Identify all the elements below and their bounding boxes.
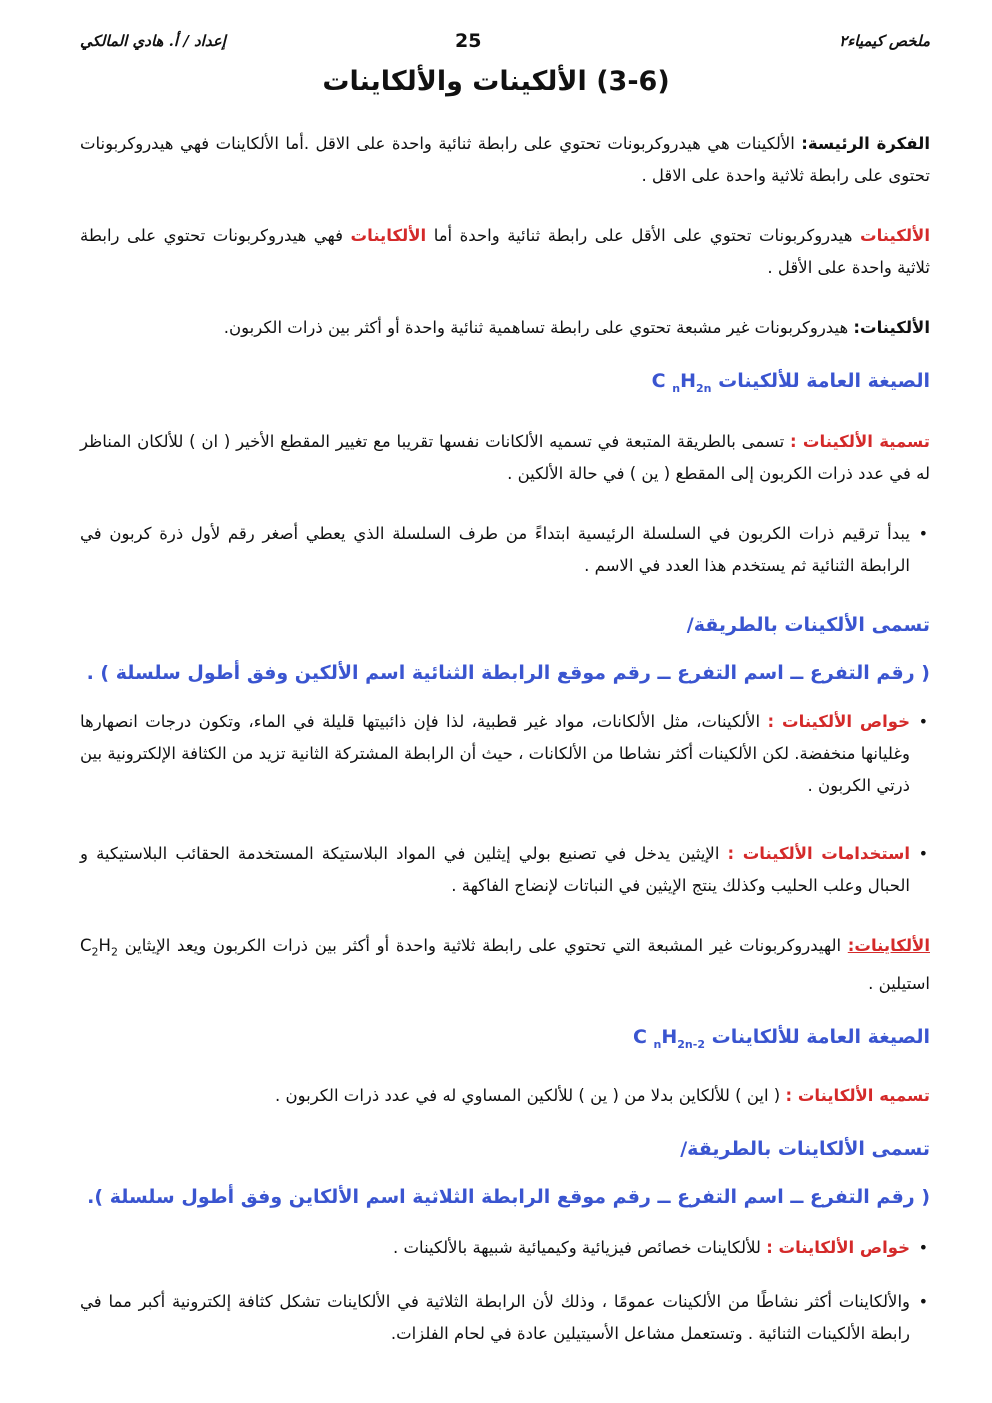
definition-end: فهي هيدروكربونات تحتوي على رابطة ثلاثية واحدة على الأقل . [80, 226, 930, 277]
alkyne-reactivity-bullet: • والألكاينات أكثر نشاطًا من الألكينات عمومًا ، وذلك لأن الرابطة الثلاثية في الألكاينات تشكل كثافة إلكترونية أكبر مما في رابطة الألكينات الثنائية . وتستعمل مشاعل الأسيتيلين عادة في لحام الفلزات. [80, 1286, 930, 1350]
ethyne-formula [80, 936, 118, 959]
alkene-general-formula [80, 370, 930, 395]
formula-2n: 2n [695, 381, 712, 395]
alkene-naming-label: تسمية الألكينات : [790, 432, 930, 451]
main-idea-text: الألكينات هي هيدروكربونات تحتوي على رابطة ثنائية واحدة على الاقل .أما الألكاينات فهي هيدروكربونات تحتوى على رابطة ثلاثية واحدة على الاقل . [80, 134, 930, 185]
alkene-uses-label: استخدامات الألكينات : [727, 844, 910, 863]
main-idea [80, 128, 930, 192]
alkene-uses-text: الإيثين يدخل في تصنيع بولي إيثلين في المواد البلاستيكة المستخدمة الحقائب البلاستيكية و الحبال وعلب الحليب وكذلك ينتج الإيثين في النباتات لإنضاج الفاكهة . [80, 844, 910, 895]
header-subject: ملخص كيمياء٢ [839, 32, 930, 50]
alkyne-method-heading: تسمى الألكاينات بالطريقة/ [680, 1138, 930, 1160]
alkyne-formula [620, 1026, 705, 1051]
alkyne-method-rule: ( رقم التفرع ــ اسم التفرع ــ رقم موقع الرابطة الثلاثية اسم الألكاين وفق أطول سلسلة ). [87, 1186, 930, 1208]
alkyne-props-text: للألكاينات خصائص فيزيائية وكيميائية شبيهة بالألكينات . [393, 1238, 767, 1257]
alkyne-formula-sub: 2n-2 [677, 1037, 705, 1051]
alkene-method-rule: ( رقم التفرع ــ اسم التفرع ــ رقم موقع الرابطة الثنائية اسم الألكين وفق أطول سلسلة ) . [86, 662, 930, 684]
definition-mid: هيدروكربونات تحتوي على الأقل على رابطة ثنائية واحدة أما [426, 226, 860, 245]
ethyne-c-sub: 2 [91, 945, 99, 959]
alkene-numbering-bullet: • يبدأ ترقيم ذرات الكربون في السلسلة الرئيسية ابتداءً من طرف السلسلة الذي يعطي أصغر رقم لأول ذرة كربون في الرابطة الثنائية ثم يستخدم هذا العدد في الاسم . [80, 518, 930, 582]
header-author: إعداد / أ. هادي المالكي [80, 32, 226, 50]
alkene-naming [80, 426, 930, 490]
alkyne-naming-text: ( اين ) للألكاين بدلا من ( ين ) للألكين المساوي له في عدد ذرات الكربون . [274, 1086, 786, 1105]
alkenes-term: الألكينات [860, 226, 930, 245]
alkene-definition [80, 312, 930, 344]
alkyne-def-label: الألكاينات: [847, 936, 930, 955]
alkene-def-label: الألكينات: [853, 318, 930, 337]
alkene-naming-text: تسمى بالطريقة المتبعة في تسميه الألكانات نفسها تقريبا مع تغيير المقطع الأخير ( ان ) للألكان المناظر له في عدد ذرات الكربون إلى المقطع ( ين ) في حالة الألكين . [80, 432, 930, 483]
alkene-def-text: هيدروكربونات غير مشبعة تحتوي على رابطة تساهمية ثنائية واحدة أو أكثر بين ذرات الكربون. [223, 318, 854, 337]
alkyne-naming [80, 1080, 930, 1112]
alkyne-formula-h: H [661, 1026, 678, 1048]
alkyne-definition [80, 930, 930, 1000]
alkyne-general-formula [80, 1026, 930, 1051]
alkyne-properties [80, 1232, 930, 1264]
alkynes-term: الألكاينات [350, 226, 427, 245]
alkene-props-label: خواص الألكينات : [767, 712, 910, 731]
ethyne-h: H [98, 936, 111, 955]
alkyne-def-text: الهيدروكربونات غير المشبعة التي تحتوي على رابطة ثلاثية واحدة أو أكثر بين ذرات الكربون ويعد الإيثاين [117, 936, 848, 955]
definition-paragraph [80, 220, 930, 284]
alkene-formula [638, 370, 712, 395]
alkene-formula-label: الصيغة العامة للألكينات [718, 370, 930, 392]
page-number: 25 [455, 30, 482, 52]
alkyne-formula-c: C [632, 1026, 647, 1048]
alkyne-formula-n: n [653, 1037, 662, 1051]
ethyne-c: C [80, 936, 92, 955]
alkyne-def-end: استيلين . [868, 974, 930, 994]
alkyne-formula-label: الصيغة العامة للألكاينات [711, 1026, 930, 1048]
alkene-uses [80, 838, 930, 902]
page-title: (3-6) الألكينات والألكاينات [322, 66, 670, 97]
formula-h: H [680, 370, 696, 392]
ethyne-h-sub: 2 [110, 945, 118, 959]
formula-c: C [651, 370, 666, 392]
alkyne-naming-label: تسميه الألكاينات : [785, 1086, 930, 1105]
alkene-properties [80, 706, 930, 802]
formula-n: n [672, 381, 681, 395]
alkyne-props-label: خواص الألكاينات : [766, 1238, 910, 1257]
main-idea-label: الفكرة الرئيسة: [801, 134, 930, 153]
alkene-props-text: الألكينات، مثل الألكانات، مواد غير قطبية، لذا فإن ذائبيتها قليلة في الماء، وتكون درجات انصهارها وغليانها منخفضة. لكن الألكينات أكثر نشاطا من الألكانات ، حيث أن الرابطة المشتركة الثانية تزيد من الكثافة الإلكترونية بين ذرتي الكربون . [80, 712, 910, 795]
alkene-method-heading: تسمى الألكينات بالطريقة/ [686, 614, 930, 636]
